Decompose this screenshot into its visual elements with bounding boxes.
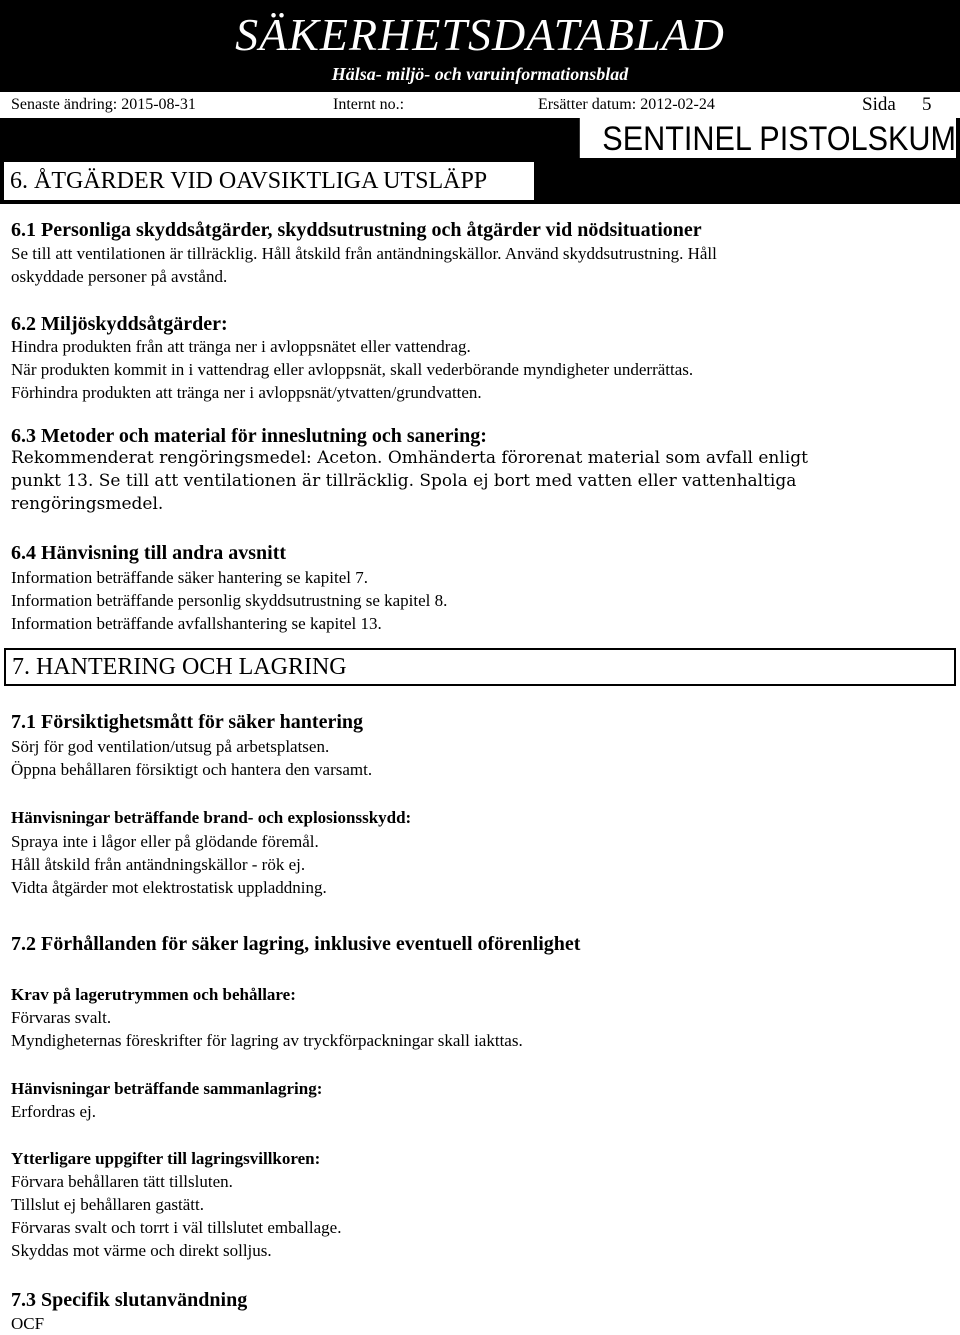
text-line: Rekommenderat rengöringsmedel: Aceton. Omhänderta förorenat material som avfall enligt [11, 448, 808, 468]
text-line: Förvaras svalt och torrt i väl tillslutet emballage. [11, 1218, 342, 1237]
section-6-2-text [11, 335, 951, 404]
section-7-1-heading: 7.1 Försiktighetsmått för säker hantering [11, 711, 364, 733]
storage-requirements-label: Krav på lagerutrymmen och behållare: [11, 985, 296, 1004]
section-6-3-heading: 6.3 Metoder och material för inneslutning och sanering: [11, 425, 487, 447]
document-meta-row [0, 92, 960, 118]
page-label: Sida [862, 94, 896, 115]
text-line: OCF [11, 1314, 45, 1333]
document-header-banner [0, 0, 960, 92]
section-6-1-text [11, 242, 951, 288]
section-6-3-text [11, 447, 951, 516]
fire-protection-label: Hänvisningar beträffande brand- och explosionsskydd: [11, 808, 412, 827]
section-7-3-heading: 7.3 Specifik slutanvändning [11, 1289, 248, 1311]
text-line: punkt 13. Se till att ventilationen är tillräcklig. Spola ej bort med vatten eller vattenhaltiga [11, 471, 797, 491]
storage-requirements-text [11, 1006, 951, 1052]
text-line: Förhindra produkten att tränga ner i avloppsnät/ytvatten/grundvatten. [11, 383, 482, 402]
text-line: Erfordras ej. [11, 1102, 96, 1121]
product-name: SENTINEL PISTOLSKUM [580, 118, 956, 158]
text-line: Se till att ventilationen är tillräcklig. Håll åtskild från antändningskällor. Använd skyddsutrustning. Håll [11, 244, 717, 263]
section-7-3-text [11, 1312, 951, 1335]
text-line: Information beträffande personlig skyddsutrustning se kapitel 8. [11, 591, 448, 610]
further-storage-text [11, 1170, 951, 1262]
co-storage-text [11, 1100, 951, 1123]
co-storage-label: Hänvisningar beträffande sammanlagring: [11, 1079, 323, 1098]
text-line: När produkten kommit in i vattendrag eller avloppsnät, skall vederbörande myndigheter underrättas. [11, 360, 694, 379]
text-line: Information beträffande säker hantering se kapitel 7. [11, 568, 369, 587]
section-6-4-heading: 6.4 Hänvisning till andra avsnitt [11, 542, 287, 564]
section-6-4-text [11, 566, 951, 635]
text-line: rengöringsmedel. [11, 494, 164, 514]
fire-protection-text [11, 830, 951, 899]
text-line: Öppna behållaren försiktigt och hantera den varsamt. [11, 760, 373, 779]
text-line: Sörj för god ventilation/utsug på arbetsplatsen. [11, 737, 330, 756]
section-6-2-heading: 6.2 Miljöskyddsåtgärder: [11, 313, 228, 335]
text-line: Förvaras svalt. [11, 1008, 112, 1027]
text-line: Skyddas mot värme och direkt solljus. [11, 1241, 272, 1260]
section-7-1-text [11, 735, 951, 781]
section-7-2-heading: 7.2 Förhållanden för säker lagring, inklusive eventuell oförenlighet [11, 933, 581, 955]
text-line: Information beträffande avfallshantering se kapitel 13. [11, 614, 382, 633]
text-line: oskyddade personer på avstånd. [11, 267, 228, 286]
internal-number: Internt no.: [333, 96, 405, 113]
document-title: SÄKERHETSDATABLAD [235, 9, 725, 60]
text-line: Spraya inte i lågor eller på glödande föremål. [11, 832, 319, 851]
page-number: 5 [922, 94, 932, 115]
section-6-heading: 6. ÅTGÄRDER VID OAVSIKTLIGA UTSLÄPP [4, 162, 534, 200]
text-line: Förvara behållaren tätt tillsluten. [11, 1172, 233, 1191]
text-line: Myndigheternas föreskrifter för lagring av tryckförpackningar skall iakttas. [11, 1031, 523, 1050]
text-line: Hindra produkten från att tränga ner i avloppsnätet eller vattendrag. [11, 337, 471, 356]
section-6-1-heading: 6.1 Personliga skyddsåtgärder, skyddsutrustning och åtgärder vid nödsituationer [11, 219, 702, 241]
text-line: Vidta åtgärder mot elektrostatisk uppladdning. [11, 878, 327, 897]
further-storage-label: Ytterligare uppgifter till lagringsvillkoren: [11, 1149, 321, 1168]
replaces-date: Ersätter datum: 2012-02-24 [538, 96, 715, 113]
last-changed-date: Senaste ändring: 2015-08-31 [11, 96, 196, 113]
text-line: Håll åtskild från antändningskällor - rök ej. [11, 855, 306, 874]
document-subtitle: Hälsa- miljö- och varuinformationsblad [331, 64, 629, 84]
text-line: Tillslut ej behållaren gastätt. [11, 1195, 204, 1214]
section-7-heading: 7. HANTERING OCH LAGRING [4, 648, 956, 686]
